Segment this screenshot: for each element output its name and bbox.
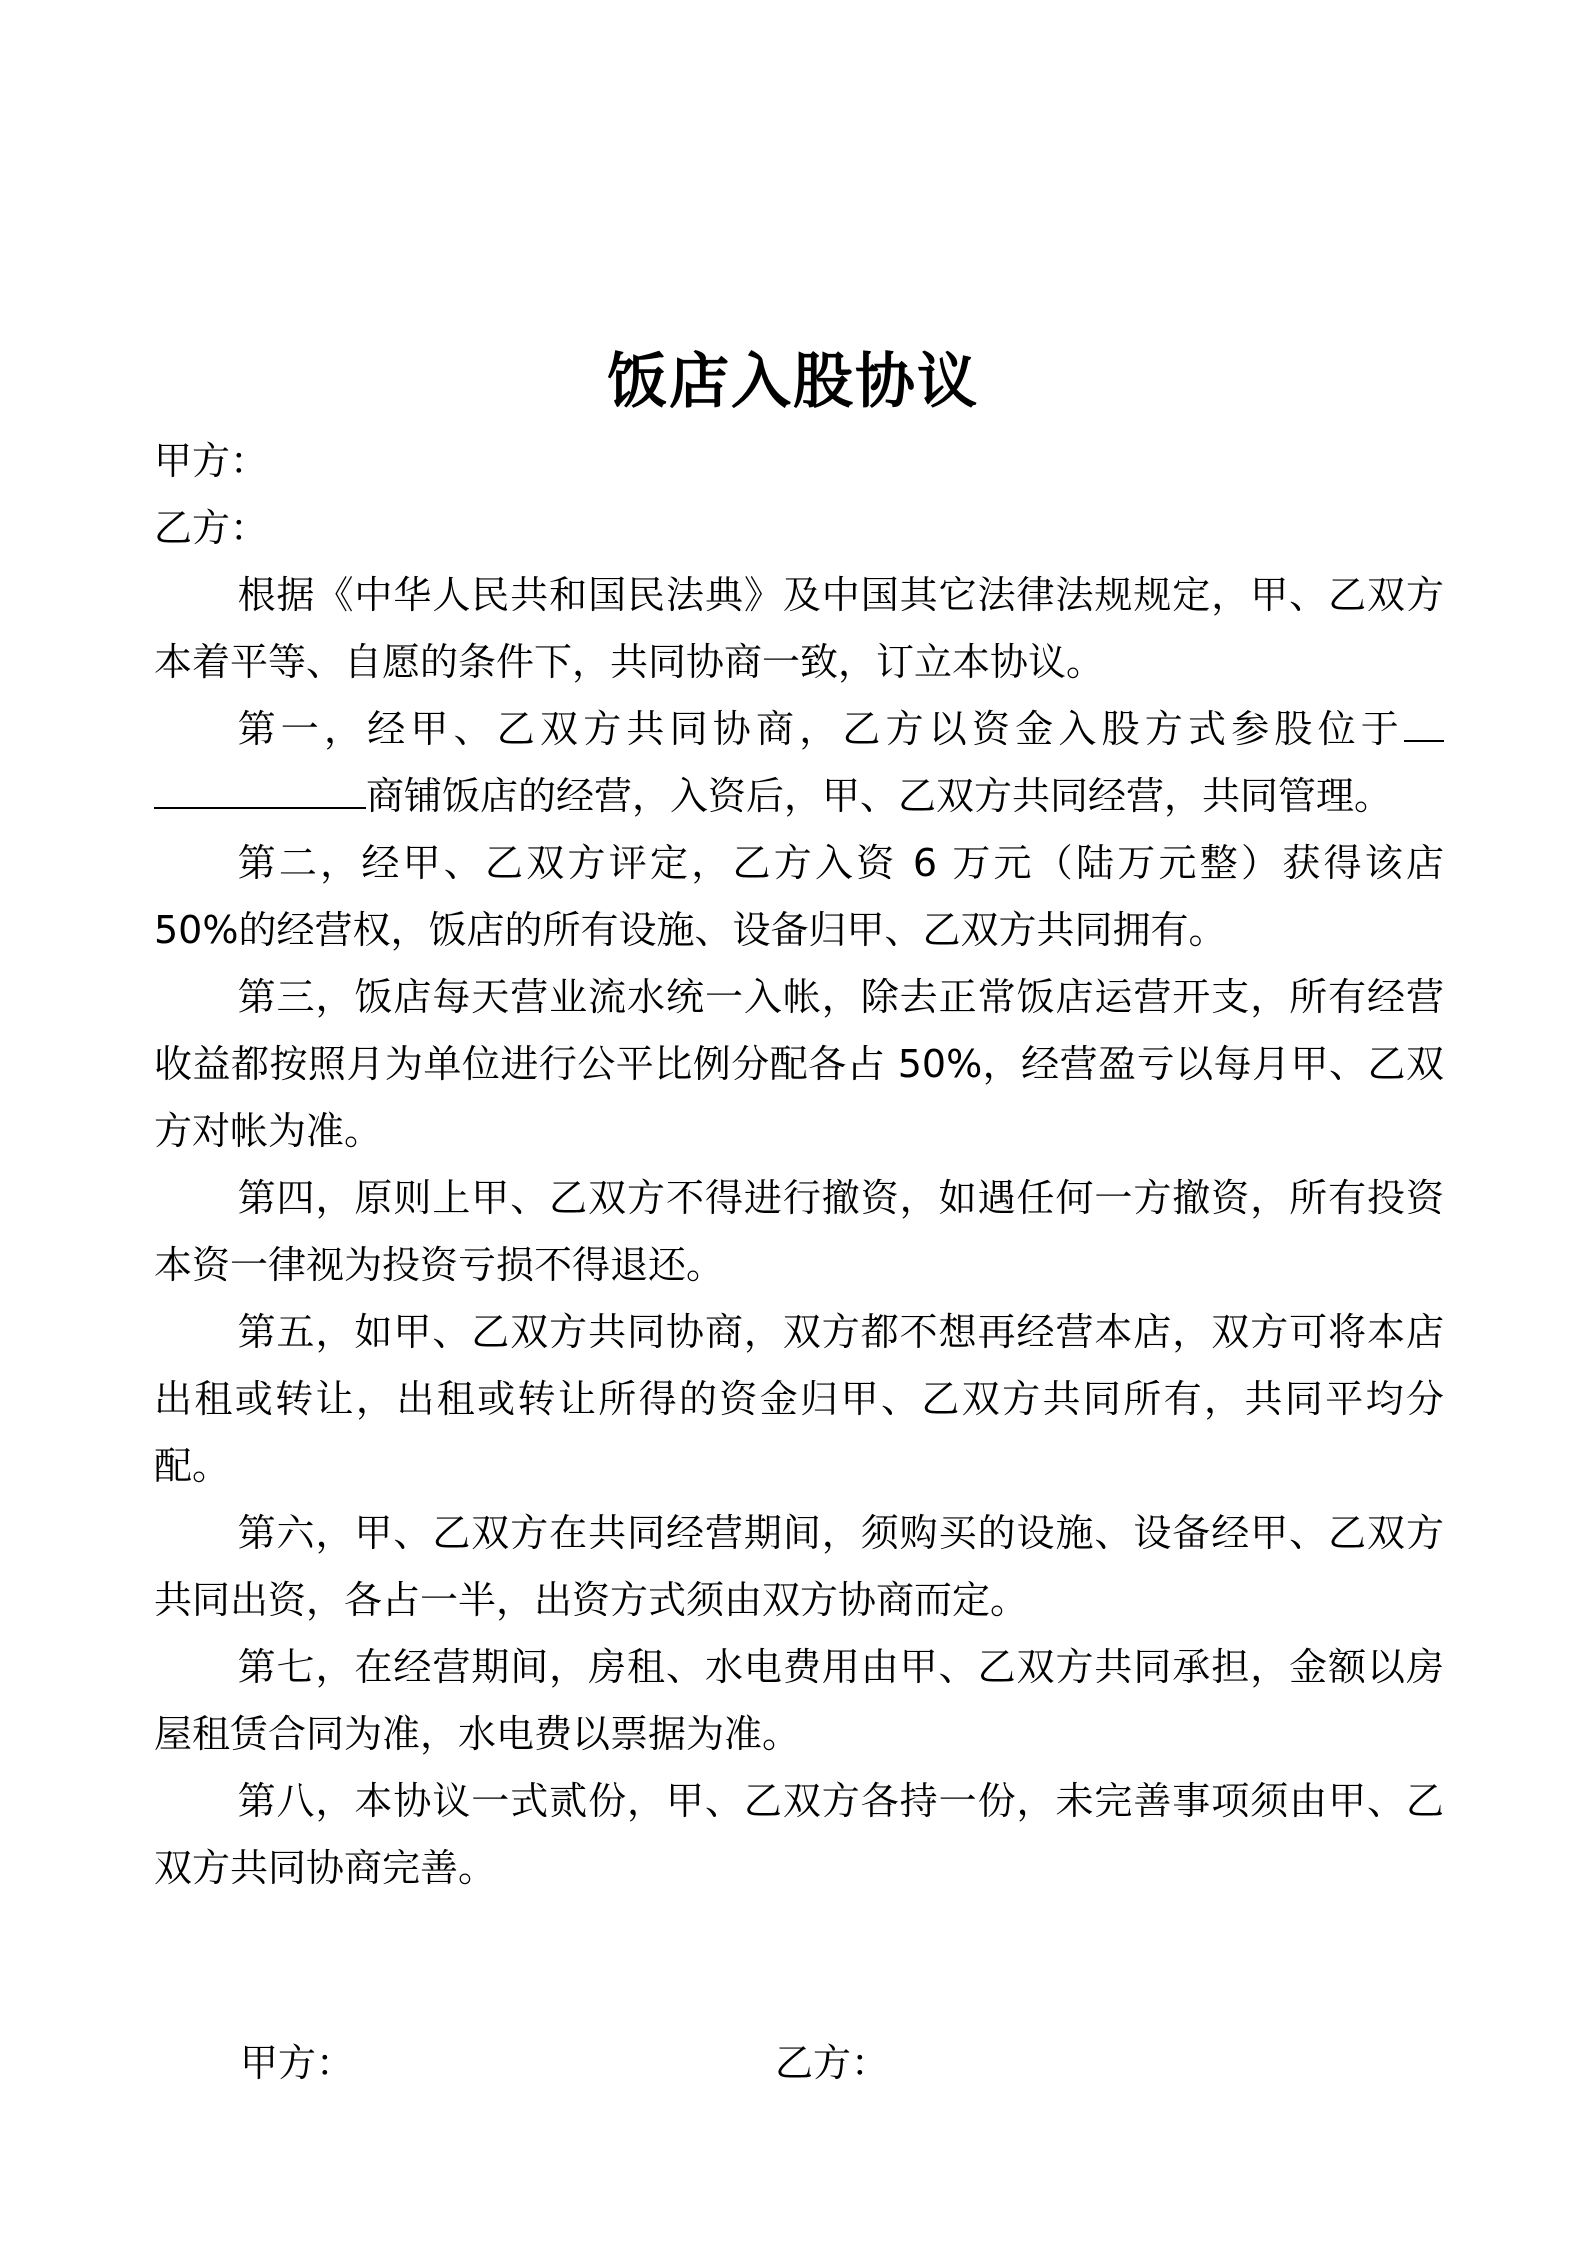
- clause-7-paragraph: 第七，在经营期间，房租、水电费用由甲、乙双方共同承担，金额以房屋租赁合同为准，水电费以票据为准。: [154, 1645, 1444, 1756]
- party-b-line: 乙方：: [154, 506, 269, 550]
- clause-2-paragraph: 第二，经甲、乙双方评定，乙方入资 6 万元（陆万元整）获得该店 50%的经营权，饭店的所有设施、设备归甲、乙双方共同拥有。: [154, 841, 1444, 952]
- clause-1-paragraph: [154, 696, 1444, 830]
- party-a-signature-label: 甲方：: [240, 2041, 355, 2085]
- party-a-line: 甲方：: [154, 439, 269, 483]
- document-body: [154, 428, 1444, 1902]
- address-blank-field: [1404, 706, 1444, 742]
- signature-row: [0, 2030, 1586, 2097]
- clause-8-paragraph: 第八，本协议一式贰份，甲、乙双方各持一份，未完善事项须由甲、乙双方共同协商完善。: [154, 1779, 1444, 1890]
- clause-3-paragraph: 第三，饭店每天营业流水统一入帐，除去正常饭店运营开支，所有经营收益都按照月为单位进行公平比例分配各占 50%，经营盈亏以每月甲、乙双方对帐为准。: [154, 975, 1444, 1153]
- clause-1-text-before-blank: 第一，经甲、乙双方共同协商，乙方以资金入股方式参股位于: [237, 707, 1404, 751]
- party-b-signature-label: 乙方：: [775, 2041, 890, 2085]
- clause-1-text-after-blank: 商铺饭店的经营，入资后，甲、乙双方共同经营，共同管理。: [366, 774, 1393, 818]
- preamble-paragraph: 根据《中华人民共和国民法典》及中国其它法律法规规定，甲、乙双方本着平等、自愿的条件下，共同协商一致，订立本协议。: [154, 573, 1444, 684]
- clause-5-paragraph: 第五，如甲、乙双方共同协商，双方都不想再经营本店，双方可将本店出租或转让，出租或转让所得的资金归甲、乙双方共同所有，共同平均分配。: [154, 1310, 1444, 1488]
- document-title: 饭店入股协议: [607, 347, 979, 417]
- address-blank-field-continued: [154, 773, 366, 809]
- clause-4-paragraph: 第四，原则上甲、乙双方不得进行撤资，如遇任何一方撤资，所有投资本资一律视为投资亏损不得退还。: [154, 1176, 1444, 1287]
- clause-6-paragraph: 第六，甲、乙双方在共同经营期间，须购买的设施、设备经甲、乙双方共同出资，各占一半，出资方式须由双方协商而定。: [154, 1511, 1444, 1622]
